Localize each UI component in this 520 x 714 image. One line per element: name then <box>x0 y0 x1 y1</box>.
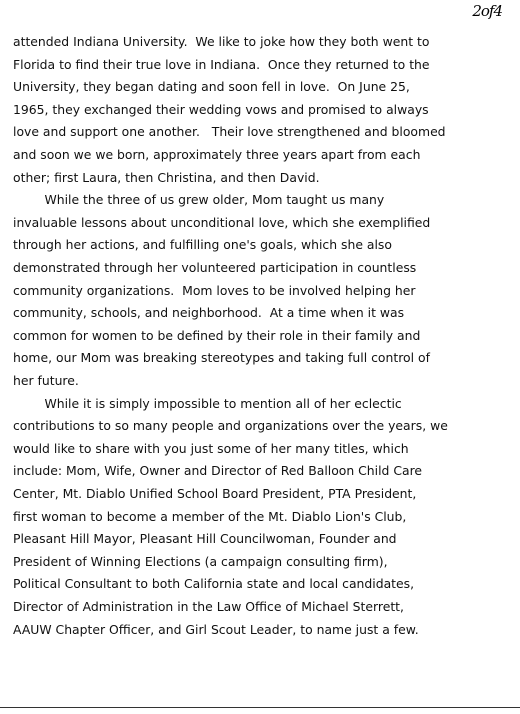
text-line: love and support one another. Their love strengthened and bloomed <box>13 124 446 140</box>
text-line: Director of Administration in the Law Office of Michael Sterrett, <box>13 599 404 614</box>
text-line: President of Winning Elections (a campaign consulting firm), <box>13 553 388 569</box>
text-line: and soon we we born, approximately three years apart from each <box>13 147 421 162</box>
text-line: invaluable lessons about unconditional love, which she exemplified <box>13 214 431 230</box>
text-line: first woman to become a member of the Mt. Diablo Lion's Club, <box>13 508 407 524</box>
text-line: through her actions, and fulfilling one's goals, which she also <box>13 237 392 253</box>
page-number: 2of4 <box>472 2 502 20</box>
text-line: include: Mom, Wife, Owner and Director of Red Balloon Child Care <box>13 463 423 479</box>
text-line: AAUW Chapter Officer, and Girl Scout Leader, to name just a few. <box>13 621 419 637</box>
text-line: contributions to so many people and organizations over the years, we <box>13 418 448 434</box>
text-line: Florida to find their true love in Indiana. Once they returned to the <box>13 56 430 72</box>
text-line: other; first Laura, then Christina, and then David. <box>13 169 320 185</box>
text-line: While the three of us grew older, Mom taught us many <box>13 192 385 208</box>
text-line: University, they began dating and soon fell in love. On June 25, <box>13 79 410 95</box>
text-line: attended Indiana University. We like to joke how they both went to <box>13 34 430 49</box>
text-line: demonstrated through her volunteered participation in countless <box>13 260 417 275</box>
text-line: her future. <box>13 373 79 388</box>
text-line: community organizations. Mom loves to be involved helping her <box>13 282 416 298</box>
text-line: common for women to be defined by their role in their family and <box>13 327 421 343</box>
bottom-rule <box>0 707 520 708</box>
text-line: Pleasant Hill Mayor, Pleasant Hill Councilwoman, Founder and <box>13 531 397 547</box>
text-line: While it is simply impossible to mention all of her eclectic <box>13 395 402 411</box>
text-line: community, schools, and neighborhood. At a time when it was <box>13 305 405 321</box>
text-line: would like to share with you just some of her many titles, which <box>13 440 409 456</box>
text-line: Center, Mt. Diablo Unified School Board President, PTA President, <box>13 486 417 501</box>
text-line: Political Consultant to both California state and local candidates, <box>13 576 415 592</box>
text-line: home, our Mom was breaking stereotypes and taking full control of <box>13 350 430 366</box>
text-line: 1965, they exchanged their wedding vows and promised to always <box>13 101 429 117</box>
